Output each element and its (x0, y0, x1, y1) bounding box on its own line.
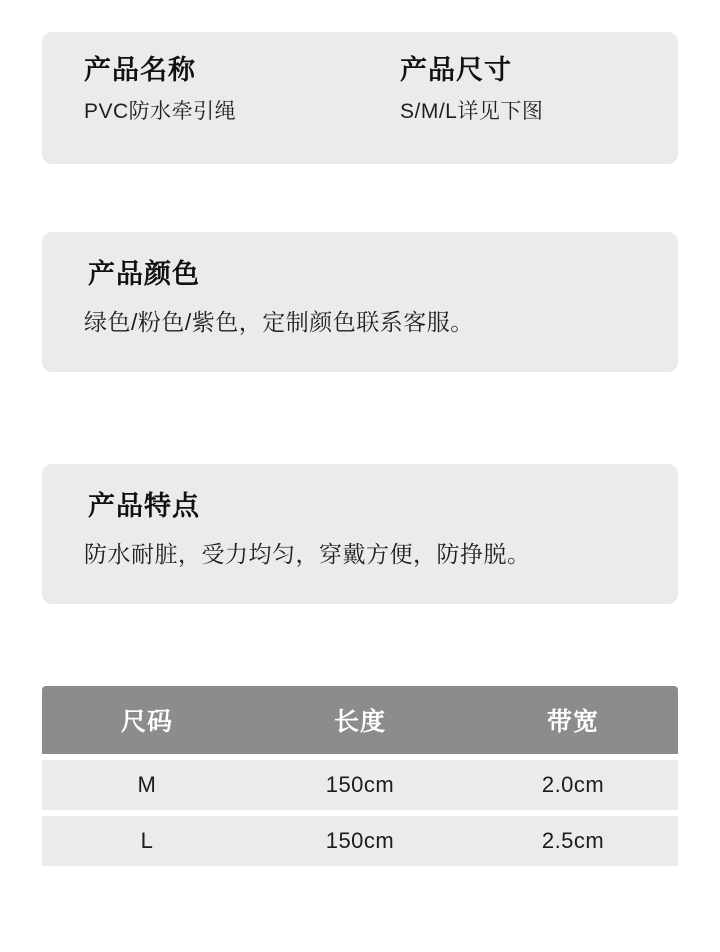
product-color-value: 绿色/粉色/紫色，定制颜色联系客服。 (84, 309, 474, 336)
cell-width: 2.5cm (468, 816, 678, 866)
table-row (42, 816, 678, 866)
cell-length: 150cm (252, 816, 468, 866)
product-name-value: PVC防水牵引绳 (84, 100, 237, 124)
product-color-heading: 产品颜色 (88, 259, 200, 289)
product-features-panel (42, 464, 678, 604)
cell-size: L (42, 816, 252, 866)
table-row (42, 760, 678, 810)
product-color-panel (42, 232, 678, 372)
product-size-heading: 产品尺寸 (400, 55, 512, 85)
product-size-block (362, 32, 678, 164)
header-size: 尺码 (42, 686, 252, 754)
product-features-value: 防水耐脏，受力均匀，穿戴方便，防挣脱。 (84, 541, 531, 568)
header-width: 带宽 (468, 686, 678, 754)
product-detail-page (0, 32, 720, 952)
size-table-header (42, 686, 678, 754)
product-features-heading: 产品特点 (88, 491, 200, 521)
product-name-heading: 产品名称 (84, 55, 196, 85)
cell-size: M (42, 760, 252, 810)
size-table-body (42, 754, 678, 866)
cell-length: 150cm (252, 760, 468, 810)
size-table (42, 686, 678, 866)
product-size-value: S/M/L详见下图 (400, 100, 544, 124)
product-info-panel (42, 32, 678, 164)
header-length: 长度 (252, 686, 468, 754)
cell-width: 2.0cm (468, 760, 678, 810)
product-name-block (42, 32, 362, 164)
table-header-row (42, 686, 678, 754)
